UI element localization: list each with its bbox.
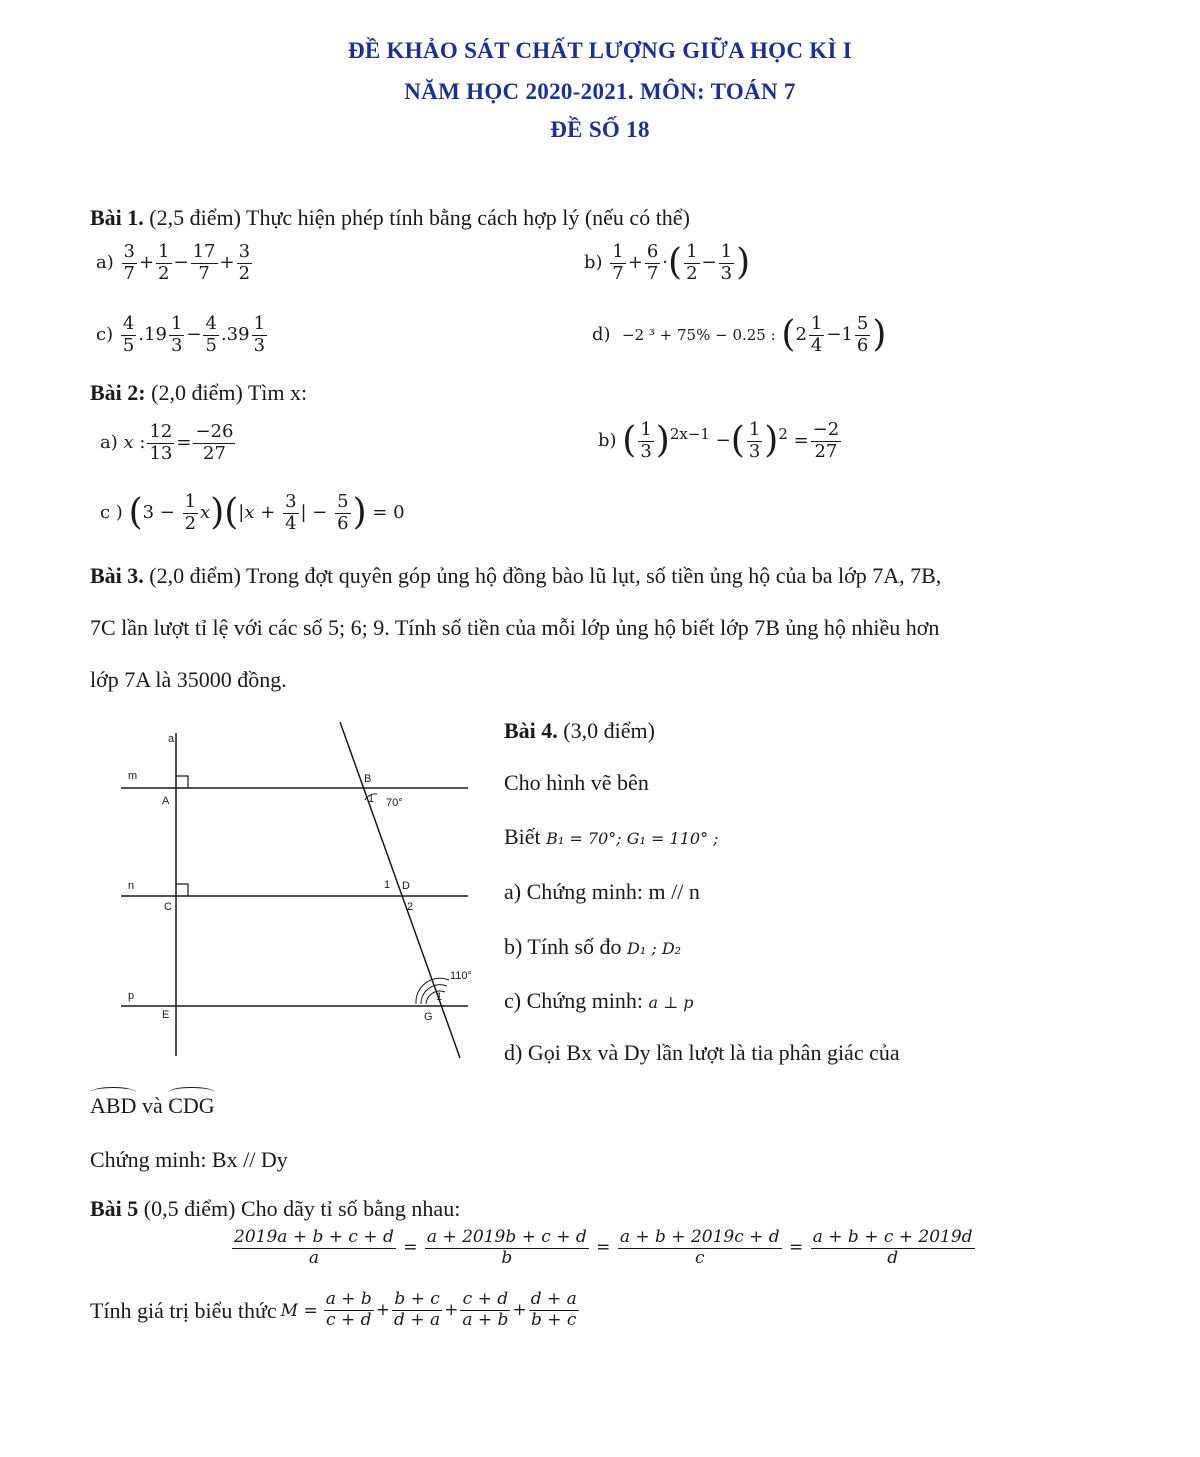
exam-number: ĐỀ SỐ 18	[550, 117, 650, 142]
label-C: C	[164, 901, 172, 913]
bai5-calc: Tính giá trị biểu thức	[90, 1297, 277, 1323]
m-term2-num: b + c	[392, 1290, 442, 1311]
ratio1-num: 2019a + b + c + d	[234, 1227, 394, 1247]
bai2-part-b: b) ( $\frac{1}{3}$ )$^{2x-1}$ −( $\frac{1}{3}$ )$^2$ = $\frac{-2}{27}$	[598, 419, 840, 462]
m-term4-num: d + a	[530, 1289, 577, 1309]
bai3-text1: (2,0 điểm) Trong đợt quyên góp ủng hộ đồng bào lũ lụt, số tiền ủng hộ của ba lớp 7A, 7B,	[149, 563, 942, 588]
label-110: 110°	[450, 970, 472, 982]
bai1-title: Bài 1.	[90, 205, 144, 230]
label-A: A	[162, 795, 170, 807]
bai2-heading	[90, 380, 307, 406]
label-B: B	[364, 773, 372, 785]
angle-arc-G2	[421, 985, 447, 1004]
m-term3-den: a + b	[462, 1309, 509, 1330]
part-b-expr: D₁ ; D₂	[627, 939, 682, 958]
label-a: a	[168, 733, 175, 745]
bai5-desc: (0,5 điểm) Cho dãy tỉ số bằng nhau:	[143, 1196, 461, 1221]
ratio3-num: a + b + 2019c + d	[619, 1227, 780, 1247]
part-b-label: b) Tính số đo	[504, 934, 622, 959]
label-D1: 1	[384, 879, 391, 891]
bai3-line3: lớp 7A là 35000 đồng.	[90, 667, 287, 692]
m-term3-num: c + d	[460, 1290, 510, 1311]
bai4-given: Cho hình vẽ bên	[504, 770, 649, 795]
label-m: m	[128, 770, 138, 782]
bai4-part-d: d) Gọi Bx và Dy lần lượt là tia phân giác của	[504, 1040, 900, 1065]
label-G1: 1	[436, 991, 443, 1003]
part-label: b)	[584, 252, 603, 274]
label-D: D	[402, 880, 410, 892]
va-label: và	[141, 1093, 163, 1118]
label-p: p	[128, 990, 135, 1002]
bai3-line1	[90, 563, 941, 589]
bai1-part-c: c) $\frac{4}{5}$ .19 $\frac{1}{3}$ − $\frac{4}{5}$ .39 $\frac{1}{3}$	[96, 313, 266, 356]
bai2-part-a: a) x : $\frac{12}{13}$ = $\frac{-26}{27}$	[100, 421, 234, 464]
part-c-expr: a ⊥ p	[648, 993, 694, 1012]
bai3-title: Bài 3.	[90, 563, 144, 588]
bai4-part-c	[504, 988, 694, 1014]
transversal	[340, 722, 460, 1058]
bai4-angles	[90, 1093, 215, 1119]
m-term1-den: c + d	[326, 1309, 372, 1330]
bai1-part-d: d) −2 ³ + 75% − 0.25 : (2 $\frac{1}{4}$ −1 $\frac{5}{6}$ )	[592, 313, 887, 356]
bai1-d-expr: −2 ³ + 75% − 0.25 :	[622, 326, 776, 345]
bai2-desc: (2,0 điểm) Tìm x:	[151, 380, 308, 405]
part-label: a)	[96, 252, 114, 274]
biet-label: Biết	[504, 824, 541, 849]
right-angle-C	[176, 884, 188, 896]
bai5-title: Bài 5	[90, 1196, 139, 1221]
bai5-M: M =	[280, 1300, 318, 1321]
label-D2: 2	[407, 901, 414, 913]
part-label: d)	[592, 324, 611, 346]
bai2-part-c: c ) (3 − $\frac{1}{2}$ x)(|x + $\frac{3}{4}$ | − $\frac{5}{6}$ ) = 0	[100, 491, 405, 534]
m-term1-num: a + b	[325, 1289, 372, 1309]
bai4-part-a: a) Chứng minh: m // n	[504, 879, 700, 904]
bai4-biet	[504, 824, 719, 850]
geometry-figure	[118, 718, 478, 1063]
label-n: n	[128, 880, 135, 892]
bai5-heading	[90, 1196, 460, 1222]
biet-expr: B₁ = 70°; G₁ = 110° ;	[546, 829, 719, 848]
part-label: b)	[598, 430, 617, 452]
bai4-heading	[504, 718, 655, 744]
right-angle-A	[176, 776, 188, 788]
bai5-ratios: $\frac{2019a + b + c + d}{a}$ = $\frac{a + 2019b + c + d}{b}$ = $\frac{a + b + 2019c + d}{c}$ = $\frac{a + b + c + 2019d}{d}$	[234, 1227, 973, 1268]
bai1-part-a: a) $\frac{3}{7}$ + $\frac{1}{2}$ − $\frac{17}{7}$ + $\frac{3}{2}$	[96, 241, 251, 284]
label-70: 70°	[386, 797, 403, 809]
ratio1-den: a	[308, 1247, 319, 1268]
part-label: a)	[100, 432, 118, 454]
ratio4-num: a + b + c + 2019d	[812, 1227, 973, 1247]
exam-title-line2: NĂM HỌC 2020-2021. MÔN: TOÁN 7	[404, 79, 796, 104]
exam-title-line1: ĐỀ KHẢO SÁT CHẤT LƯỢNG GIỮA HỌC KÌ I	[347, 38, 853, 63]
angle-ABD: ABD	[90, 1093, 137, 1118]
bai5-expression: Tính giá trị biểu thức M = $\frac{a + b}{c + d}$ + $\frac{b + c}{d + a}$ + $\frac{c + d}{a + b}$ + $\frac{d + a}{b + c}$	[90, 1289, 577, 1330]
part-label: c)	[96, 324, 114, 346]
bai2-title: Bài 2:	[90, 380, 146, 405]
part-label: c )	[100, 502, 123, 524]
ratio3-den: c	[694, 1247, 705, 1268]
label-E: E	[162, 1009, 170, 1021]
bai4-prove: Chứng minh: Bx // Dy	[90, 1147, 288, 1172]
bai4-desc: (3,0 điểm)	[563, 718, 655, 743]
bai1-heading	[90, 205, 690, 231]
m-term4-den: b + c	[531, 1309, 577, 1330]
part-c-label: c) Chứng minh:	[504, 988, 644, 1013]
bai4-part-b	[504, 934, 681, 960]
ratio4-den: d	[887, 1247, 899, 1268]
m-term2-den: d + a	[394, 1309, 441, 1330]
bai1-desc: (2,5 điểm) Thực hiện phép tính bằng cách hợp lý (nếu có thể)	[149, 205, 690, 230]
label-G: G	[424, 1011, 433, 1023]
label-B1: 1	[368, 793, 375, 805]
ratio2-num: a + 2019b + c + d	[426, 1227, 587, 1247]
angle-CDG: CDG	[168, 1093, 215, 1118]
bai1-part-b: b) $\frac{1}{7}$ + $\frac{6}{7}$ ·( $\frac{1}{2}$ − $\frac{1}{3}$ )	[584, 241, 751, 284]
bai3-line2: 7C lần lượt tỉ lệ với các số 5; 6; 9. Tính số tiền của mỗi lớp ủng hộ biết lớp 7B ủng hộ nhiều hơn	[90, 615, 940, 640]
ratio2-den: b	[501, 1247, 513, 1268]
bai4-title: Bài 4.	[504, 718, 558, 743]
